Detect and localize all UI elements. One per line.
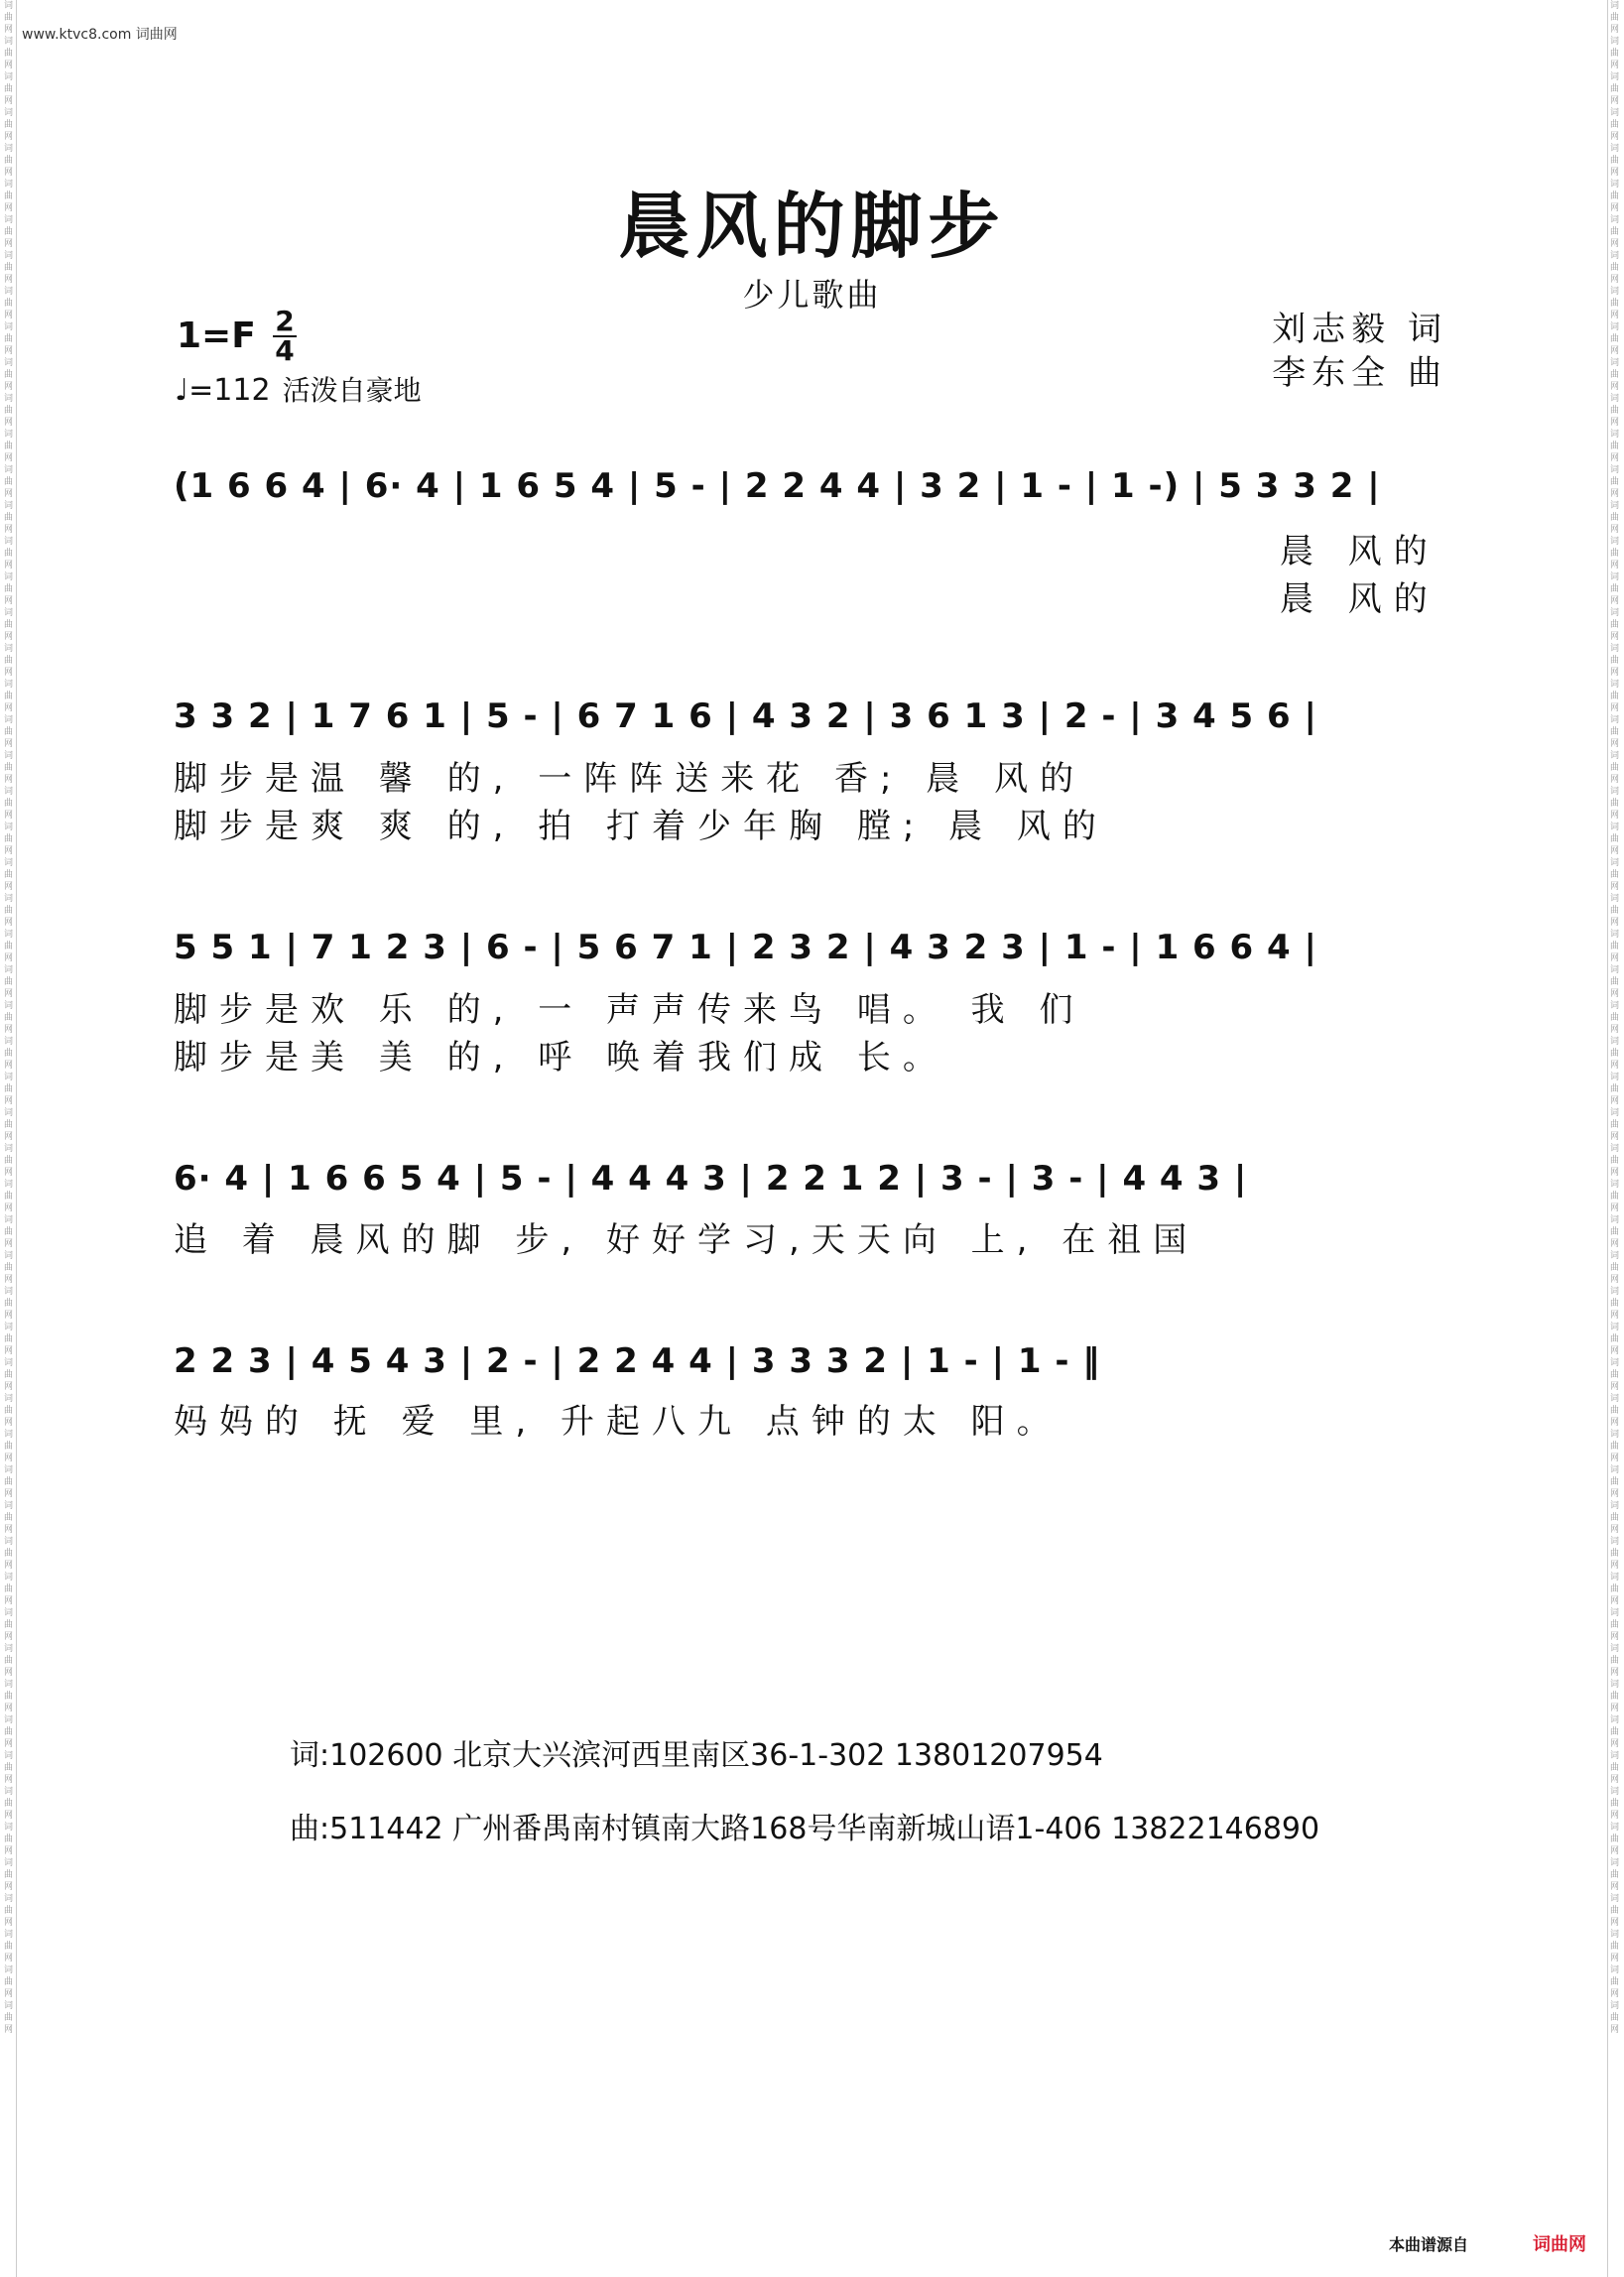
- lyricist-credit: 刘志毅 词: [1272, 310, 1447, 349]
- quarter-note-icon: ♩: [175, 373, 189, 408]
- footer-source-label: 本曲谱源自: [1389, 2235, 1469, 2254]
- lyrics-system-3-verse-1: 脚步是欢 乐 的, 一 声声传来鸟 唱。 我 们: [174, 990, 1085, 1030]
- left-margin-watermark: 词曲网词曲网词曲网词曲网词曲网词曲网词曲网词曲网词曲网词曲网词曲网词曲网词曲网词曲网词曲网词曲网词曲网词曲网词曲网词曲网词曲网词曲网词曲网词曲网词曲网词曲网词曲网词曲网词曲网词曲网词曲网词曲网词曲网词曲网词曲网词曲网词曲网词曲网词曲网词曲网词曲网词曲网词曲网词曲网词曲网词曲网词曲网词曲网词曲网词曲网词曲网词曲网词曲网词曲网词曲网词曲网词曲网: [4, 1, 14, 2035]
- key-signature: 1=F: [177, 316, 256, 356]
- song-subtitle: 少儿歌曲: [742, 276, 882, 314]
- notation-system-4: 6· 4 | 1 6 6 5 4 | 5 - | 4 4 4 3 | 2 2 1 2 | 3 - | 3 - | 4 4 3 |: [174, 1159, 1248, 1199]
- footer-brand-link[interactable]: 词曲网: [1533, 2234, 1586, 2255]
- lyrics-system-5: 妈妈的 抚 爱 里, 升起八九 点钟的太 阳。: [174, 1402, 1062, 1442]
- tempo-value: =112: [188, 373, 271, 408]
- lyrics-system-1-verse-2: 晨 风的: [1280, 579, 1439, 619]
- lyrics-system-1-verse-1: 晨 风的: [1280, 532, 1439, 571]
- lyrics-system-2-verse-1: 脚步是温 馨 的, 一阵阵送来花 香; 晨 风的: [174, 759, 1086, 799]
- time-signature-top: 2: [273, 308, 297, 337]
- lyrics-system-2-verse-2: 脚步是爽 爽 的, 拍 打着少年胸 膛; 晨 风的: [174, 807, 1108, 846]
- notation-system-2: 3 3 2 | 1 7 6 1 | 5 - | 6 7 1 6 | 4 3 2 | 3 6 1 3 | 2 - | 3 4 5 6 |: [174, 696, 1317, 736]
- site-label: www.ktvc8.com 词曲网: [22, 27, 178, 43]
- time-signature-bottom: 4: [275, 334, 295, 367]
- notation-system-5: 2 2 3 | 4 5 4 3 | 2 - | 2 2 4 4 | 3 3 3 2 | 1 - | 1 - ‖: [174, 1341, 1101, 1381]
- right-margin-watermark: 词曲网词曲网词曲网词曲网词曲网词曲网词曲网词曲网词曲网词曲网词曲网词曲网词曲网词曲网词曲网词曲网词曲网词曲网词曲网词曲网词曲网词曲网词曲网词曲网词曲网词曲网词曲网词曲网词曲网词曲网词曲网词曲网词曲网词曲网词曲网词曲网词曲网词曲网词曲网词曲网词曲网词曲网词曲网词曲网词曲网词曲网词曲网词曲网词曲网词曲网词曲网词曲网词曲网词曲网词曲网词曲网词曲网: [1610, 1, 1620, 2035]
- song-title: 晨风的脚步: [618, 184, 1006, 268]
- tempo-marking: [175, 369, 422, 409]
- lyrics-system-4: 追 着 晨风的脚 步, 好好学习,天天向 上, 在祖国: [174, 1220, 1199, 1260]
- time-signature: [273, 305, 297, 367]
- lyricist-address: 词:102600 北京大兴滨河西里南区36-1-302 13801207954: [290, 1738, 1103, 1773]
- composer-address: 曲:511442 广州番禺南村镇南大路168号华南新城山语1-406 13822146890: [290, 1812, 1320, 1846]
- left-margin-rule: [16, 0, 17, 2277]
- tempo-expression: 活泼自豪地: [282, 374, 422, 407]
- right-margin-rule: [1607, 0, 1608, 2277]
- composer-credit: 李东全 曲: [1272, 353, 1447, 393]
- notation-system-3: 5 5 1 | 7 1 2 3 | 6 - | 5 6 7 1 | 2 3 2 | 4 3 2 3 | 1 - | 1 6 6 4 |: [174, 928, 1317, 967]
- notation-system-1: (1 6 6 4 | 6· 4 | 1 6 5 4 | 5 - | 2 2 4 4 | 3 2 | 1 - | 1 -) | 5 3 3 2 |: [174, 466, 1381, 506]
- lyrics-system-3-verse-2: 脚步是美 美 的, 呼 唤着我们成 长。: [174, 1038, 948, 1077]
